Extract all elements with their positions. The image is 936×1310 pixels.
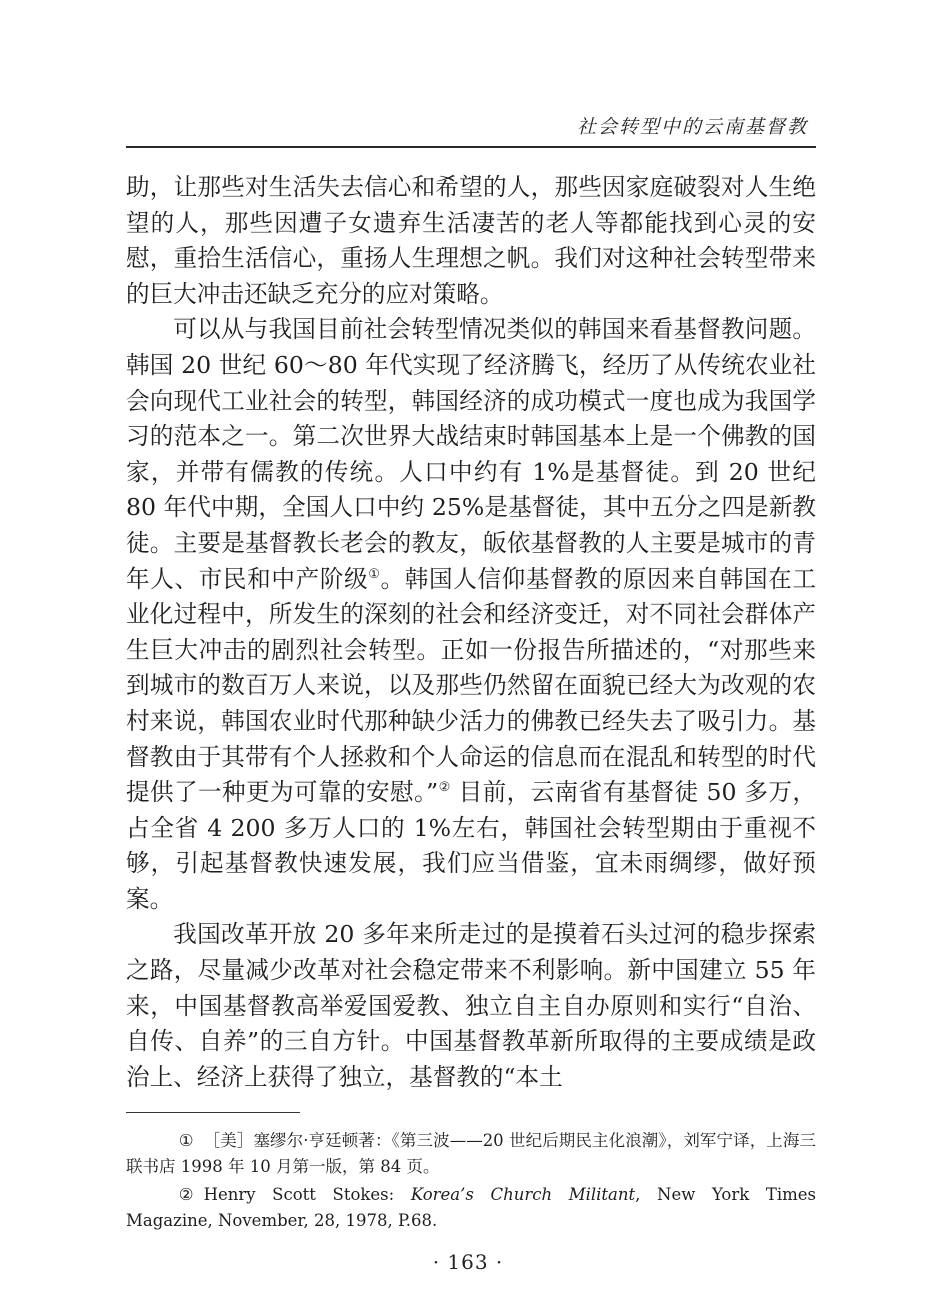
- footnote-2-mark: ②: [178, 1185, 194, 1204]
- running-header: 社会转型中的云南基督教: [576, 116, 808, 138]
- footnote-2: [126, 1182, 816, 1234]
- footnote-2-article-title: Korea’s Church Militant: [410, 1185, 636, 1204]
- main-text: [126, 170, 816, 1095]
- paragraph-2: [126, 312, 816, 917]
- footnote-1: [126, 1128, 816, 1180]
- paragraph-3: 我国改革开放 20 多年来所走过的是摸着石头过河的稳步探索之路，尽量减少改革对社会稳定带来不利影响。新中国建立 55 年来，中国基督教高举爱国爱教、独立自主自办原则和实行“自治、自传、自养”的三自方针。中国基督教革新所取得的主要成绩是政治上、经济上获得了独立，基督教的“本土: [126, 920, 816, 1091]
- footnote-ref-1: ①: [368, 566, 381, 582]
- paragraph-2-part-c: 目前，云南省有基督徒 50 多万，占全省 4 200 多万人口的 1%左右，韩国社会转型期由于重视不够，引起基督教快速发展，我们应当借鉴，宜未雨绸缪，做好预案。: [126, 778, 816, 913]
- footnote-ref-2: ②: [438, 780, 451, 796]
- paragraph-2-part-a: 可以从与我国目前社会转型情况类似的韩国来看基督教问题。韩国 20 世纪 60～80 年代实现了经济腾飞，经历了从传统农业社会向现代工业社会的转型，韩国经济的成功模式一度也成为我国学习的范本之一。第二次世界大战结束时韩国基本上是一个佛教的国家，并带有儒教的传统。人口中约有 1%是基督徒。到 20 世纪 80 年代中期，全国人口中约 25%是基督徒，其中五分之四是新教徒。主要是基督教长老会的教友，皈依基督教的人主要是城市的青年人、市民和中产阶级: [126, 315, 816, 593]
- footnotes: [126, 1128, 816, 1236]
- footnote-1-mark: ①: [178, 1131, 194, 1150]
- footnote-2-author: Henry Scott Stokes:: [203, 1185, 411, 1204]
- footnote-1-text: ［美］塞缪尔·亨廷顿著：《第三波——20 世纪后期民主化浪潮》，刘军宁译，上海三联书店 1998 年 10 月第一版，第 84 页。: [126, 1131, 816, 1176]
- page-number: · 163 ·: [432, 1250, 504, 1274]
- paragraph-1: 助，让那些对生活失去信心和希望的人，那些因家庭破裂对人生绝望的人，那些因遭子女遗弃生活凄苦的老人等都能找到心灵的安慰，重拾生活信心，重扬人生理想之帆。我们对这种社会转型带来的巨大冲击还缺乏充分的应对策略。: [126, 173, 816, 308]
- paragraph-2-part-b: 。韩国人信仰基督教的原因来自韩国在工业化过程中，所发生的深刻的社会和经济变迁，对不同社会群体产生巨大冲击的剧烈社会转型。正如一份报告所描述的，“对那些来到城市的数百万人来说，以及那些仍然留在面貌已经大为改观的农村来说，韩国农业时代那种缺少活力的佛教已经失去了吸引力。基督教由于其带有个人拯救和个人命运的信息而在混乱和转型的时代提供了一种更为可靠的安慰。”: [126, 564, 817, 807]
- footnote-rule: [126, 1112, 300, 1113]
- footnote-2-source: , New York Times Magazine, November, 28, 1978, P.68.: [126, 1185, 817, 1230]
- header-rule: [126, 146, 816, 148]
